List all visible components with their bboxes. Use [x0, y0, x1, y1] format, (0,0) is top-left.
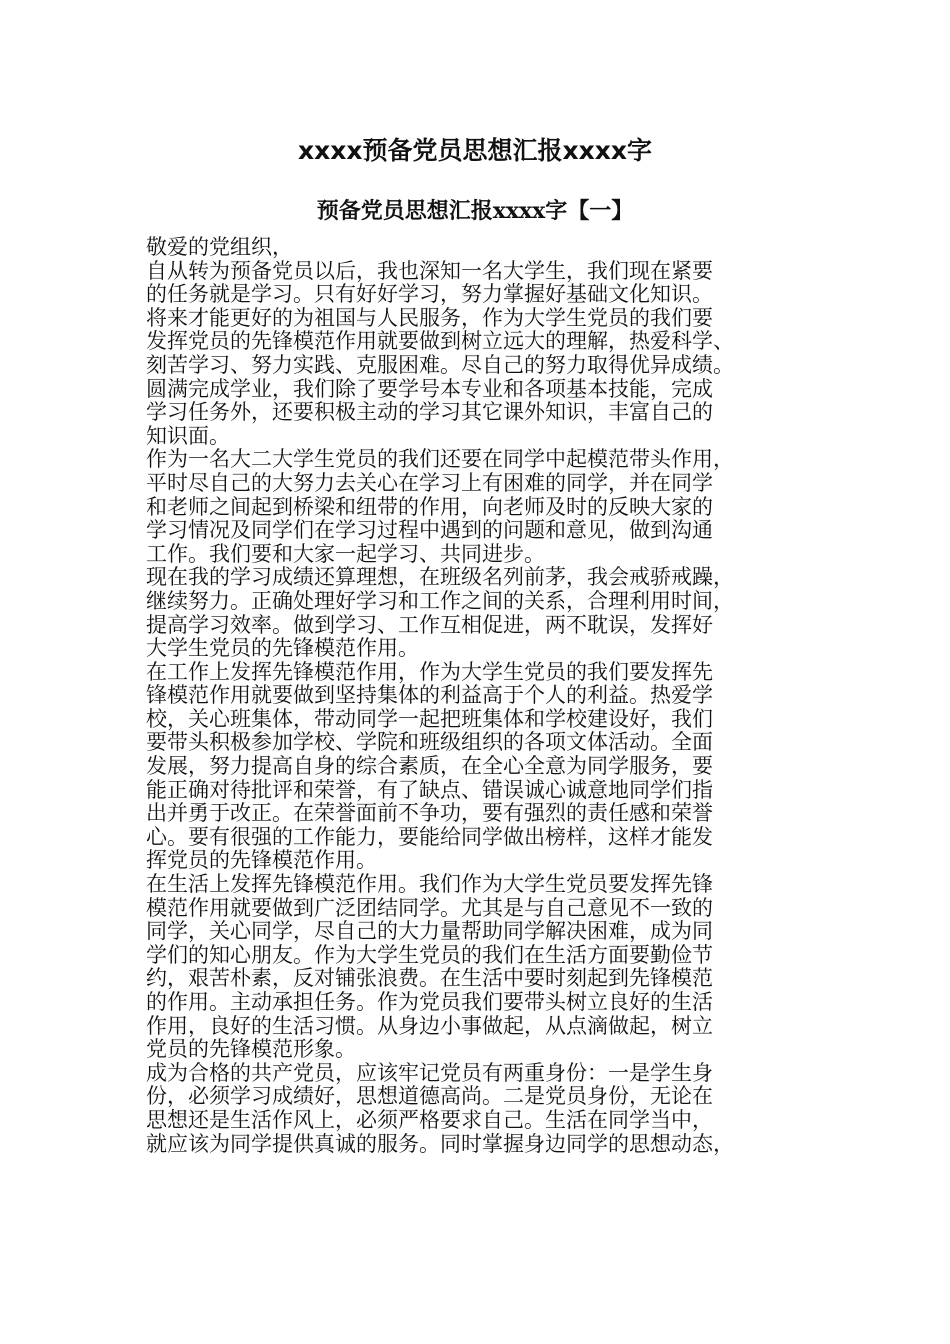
paragraph: 自从转为预备党员以后，我也深知一名大学生，我们现在紧要 的任务就是学习。只有好好学习，努力掌握好基础文化知识。 将来才能更好的为祖国与人民服务，作为大学生党员的我们要 发挥党员的先锋模范作用就要做到树立远大的理解，热爱科学、 刻苦学习、努力实践、克服困难。尽自己的努力取得优异成绩。 圆满完成学业，我们除了要学号本专业和各项基本技能，完成 学习任务外，还要积极主动的学习其它课外知识，丰富自己的 知识面。	[146, 258, 734, 448]
paragraph: 作为一名大二大学生党员的我们还要在同学中起模范带头作用， 平时尽自己的大努力去关心在学习上有困难的同学，并在同学 和老师之间起到桥梁和纽带的作用，向老师及时的反映大家的 学习情况及同学们在学习过程中遇到的问题和意见，做到沟通 工作。我们要和大家一起学习、共同进步。	[146, 447, 734, 566]
section-subtitle: 预备党员思想汇报xxxx字【一】	[316, 198, 634, 224]
paragraph: 成为合格的共产党员，应该牢记党员有两重身份：一是学生身 份，必须学习成绩好，思想道德高尚。二是党员身份，无论在 思想还是生活作风上，必须严格要求自己。生活在同学当中， 就应该为同学提供真诚的服务。同时掌握身边同学的思想动态，	[146, 1060, 734, 1156]
document-title: xxxx预备党员思想汇报xxxx字	[297, 136, 652, 165]
salutation: 敬爱的党组织，	[146, 235, 293, 259]
document-body	[146, 236, 810, 1156]
paragraph: 在工作上发挥先锋模范作用，作为大学生党员的我们要发挥先 锋模范作用就要做到坚持集体的利益高于个人的利益。热爱学 校，关心班集体，带动同学一起把班集体和学校建设好，我们 要带头积极参加学校、学院和班级组织的各项文体活动。全面 发展，努力提高自身的综合素质，在全心全意为同学服务，要 能正确对待批评和荣誉，有了缺点、错误诚心诚意地同学们指 出并勇于改正。在荣誉面前不争功，要有强烈的责任感和荣誉 心。要有很强的工作能力，要能给同学做出榜样，这样才能发 挥党员的先锋模范作用。	[146, 659, 713, 873]
paragraph: 在生活上发挥先锋模范作用。我们作为大学生党员要发挥先锋 模范作用就要做到广泛团结同学。尤其是与自己意见不一致的 同学，关心同学，尽自己的大力量帮助同学解决困难，成为同 学们的知心朋友。作为大学生党员的我们在生活方面要勤俭节 约，艰苦朴素，反对铺张浪费。在生活中要时刻起到先锋模范 的作用。主动承担任务。作为党员我们要带头树立良好的生活 作用，良好的生活习惯。从身边小事做起，从点滴做起，树立 党员的先锋模范形象。	[146, 872, 713, 1062]
paragraph: 现在我的学习成绩还算理想，在班级名列前茅，我会戒骄戒躁， 继续努力。正确处理好学习和工作之间的关系，合理利用时间， 提高学习效率。做到学习、工作互相促进，两不耽误，发挥好 大学生党员的先锋模范作用。	[146, 565, 734, 661]
